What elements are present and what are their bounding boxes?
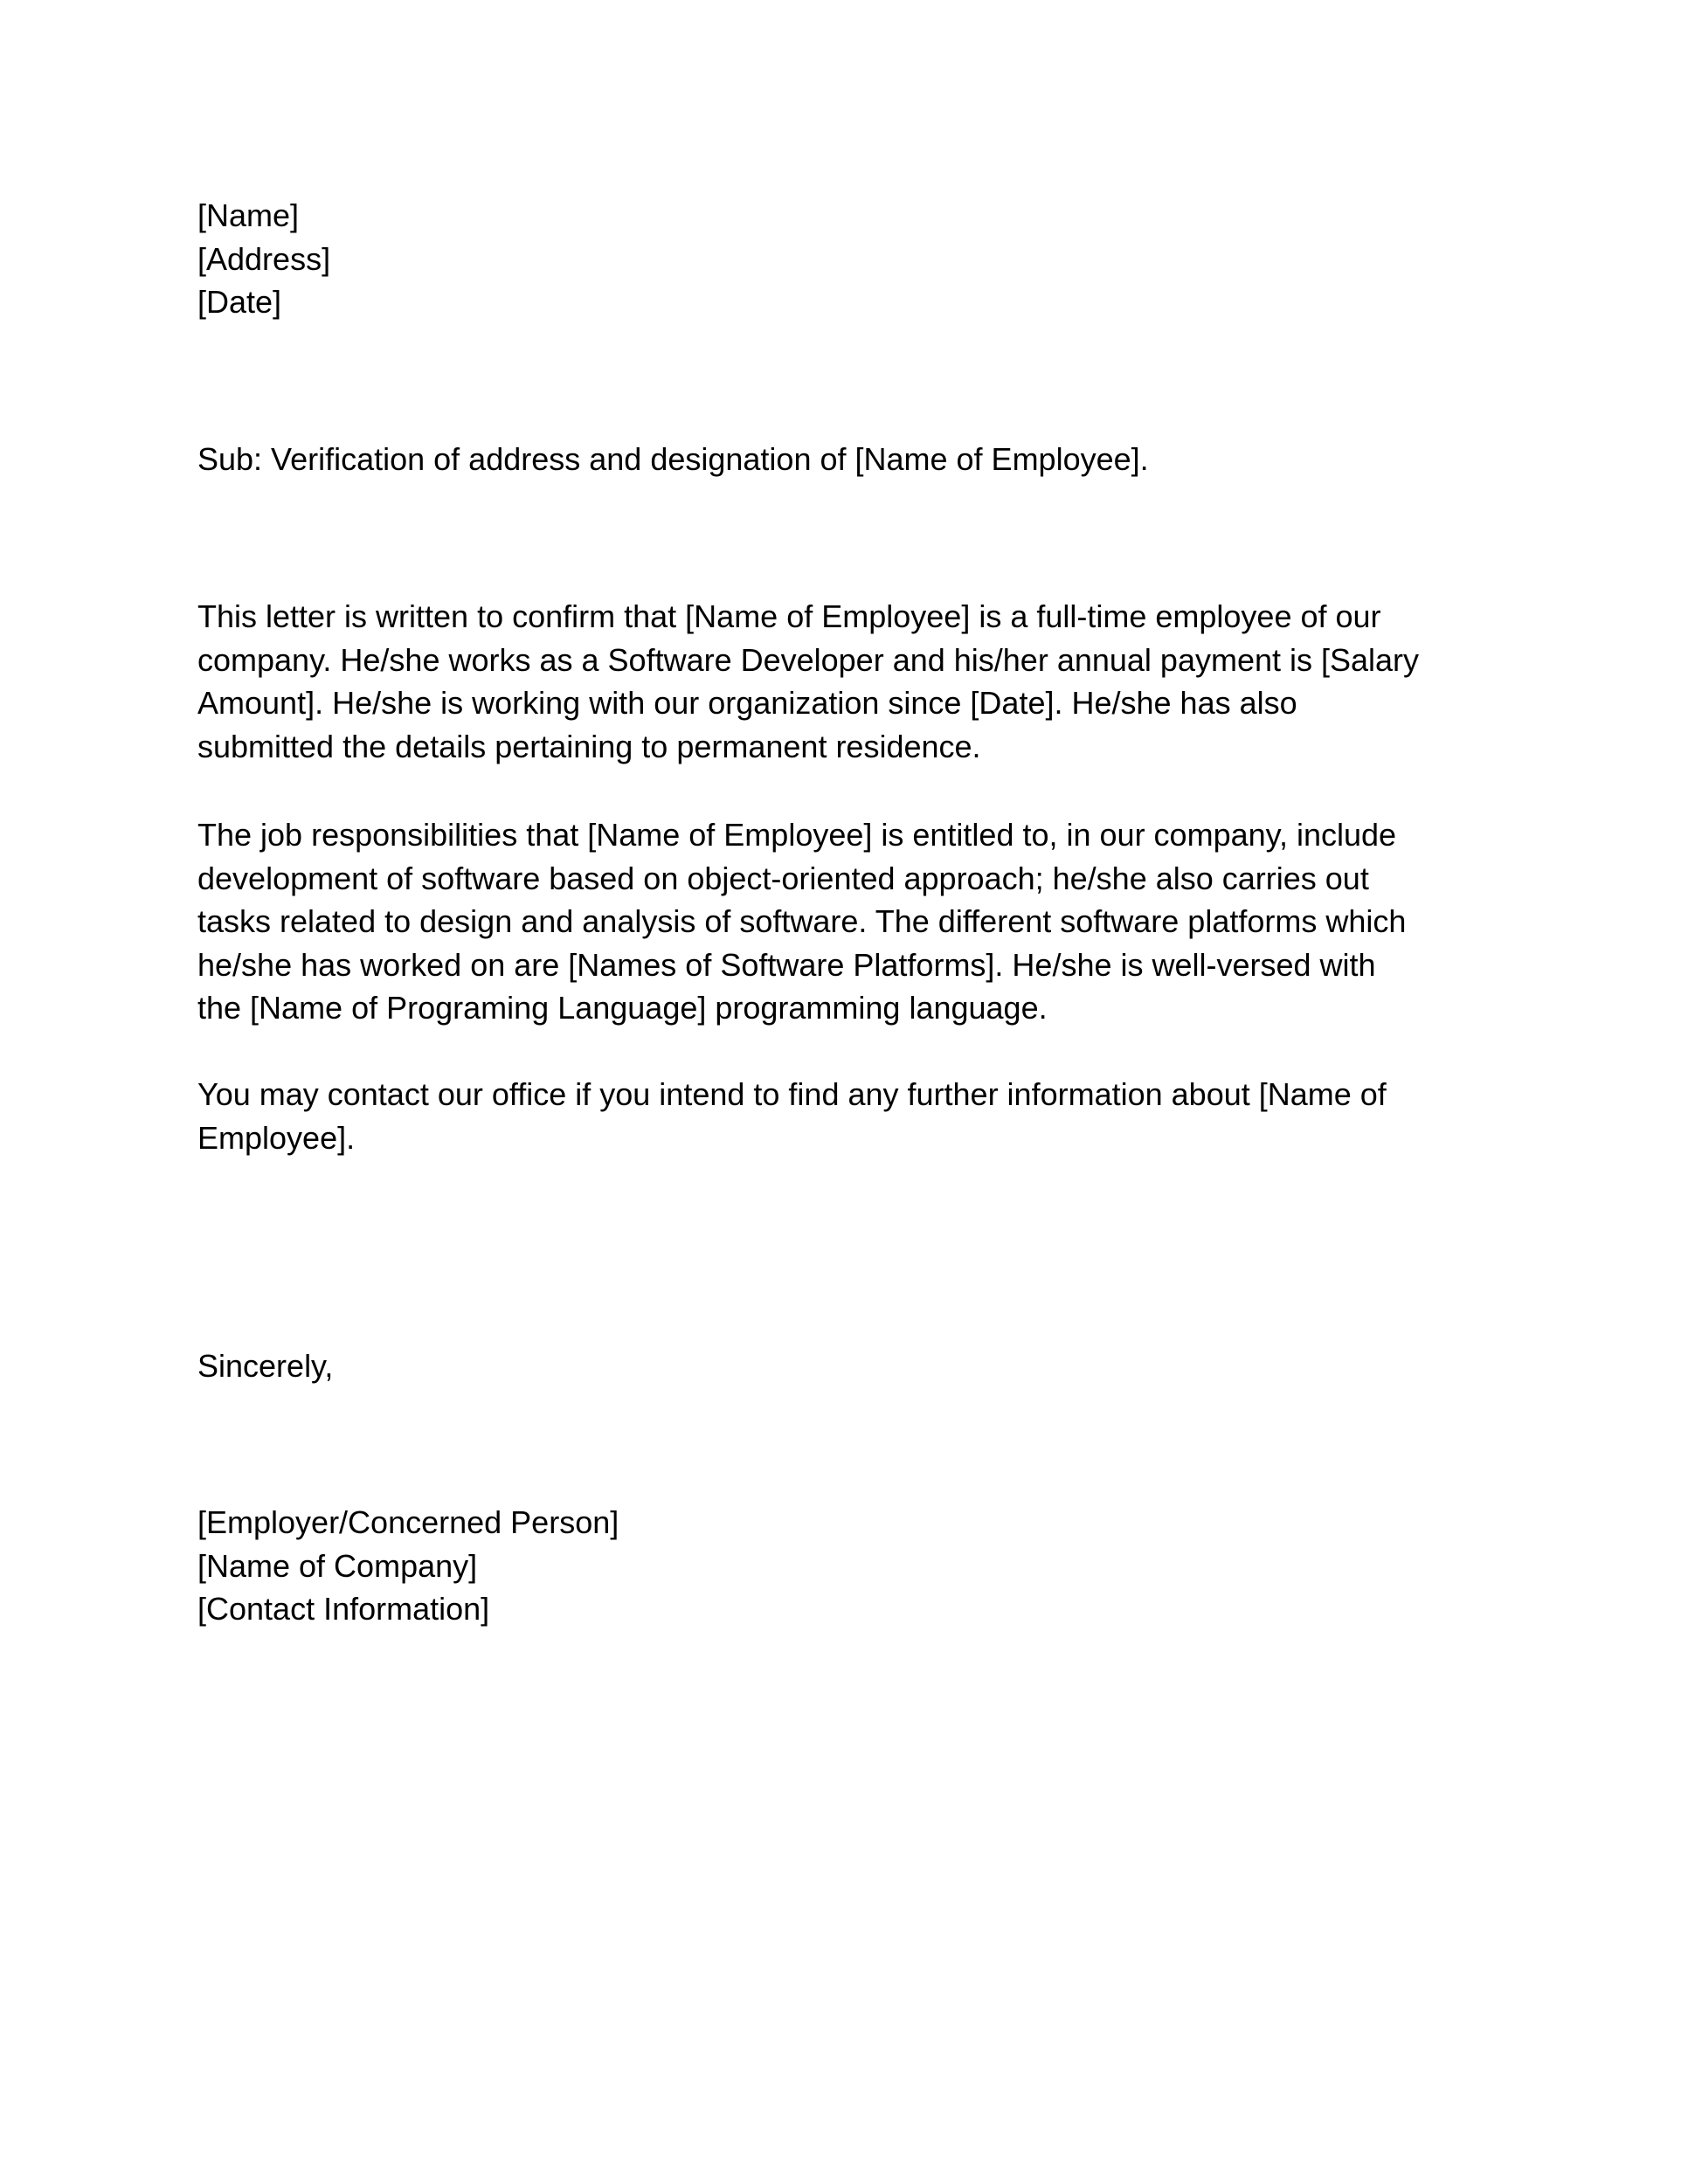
signature-company: [Name of Company] — [197, 1547, 478, 1584]
paragraph-line: The job responsibilities that [Name of Employee] is entitled to, in our company, include — [197, 817, 1397, 853]
recipient-name: [Name] — [197, 197, 300, 233]
paragraph-line: Employee]. — [197, 1119, 356, 1156]
recipient-address: [Address] — [197, 240, 331, 277]
recipient-block — [197, 194, 1508, 324]
paragraph-line: tasks related to design and analysis of software. The different software platforms which — [197, 903, 1407, 939]
subject-line — [197, 438, 1508, 481]
signature-sender: [Employer/Concerned Person] — [197, 1504, 619, 1540]
body-paragraph-contact — [197, 1073, 1508, 1159]
paragraph-line: development of software based on object-oriented approach; he/she also carries out — [197, 860, 1369, 896]
closing-text: Sincerely, — [197, 1348, 334, 1384]
paragraph-line: the [Name of Programing Language] programming language. — [197, 990, 1048, 1026]
subject-text: Sub: Verification of address and designation of [Name of Employee]. — [197, 441, 1149, 477]
paragraph-line: company. He/she works as a Software Developer and his/her annual payment is [Salary — [197, 641, 1420, 678]
closing-block — [197, 1344, 1508, 1388]
signature-contact: [Contact Information] — [197, 1591, 490, 1627]
paragraph-line: he/she has worked on are [Names of Software Platforms]. He/she is well-versed with — [197, 946, 1376, 983]
body-paragraph-responsibilities — [197, 813, 1508, 1030]
paragraph-line: Amount]. He/she is working with our organization since [Date]. He/she has also — [197, 685, 1297, 721]
letter-date: [Date] — [197, 284, 282, 320]
body-paragraph-confirmation — [197, 595, 1508, 768]
paragraph-line: You may contact our office if you intend to find any further information about [Name of — [197, 1076, 1387, 1112]
paragraph-line: submitted the details pertaining to permanent residence. — [197, 728, 981, 764]
paragraph-line: This letter is written to confirm that [Name of Employee] is a full-time employee of our — [197, 598, 1381, 634]
signature-block — [197, 1501, 1508, 1631]
